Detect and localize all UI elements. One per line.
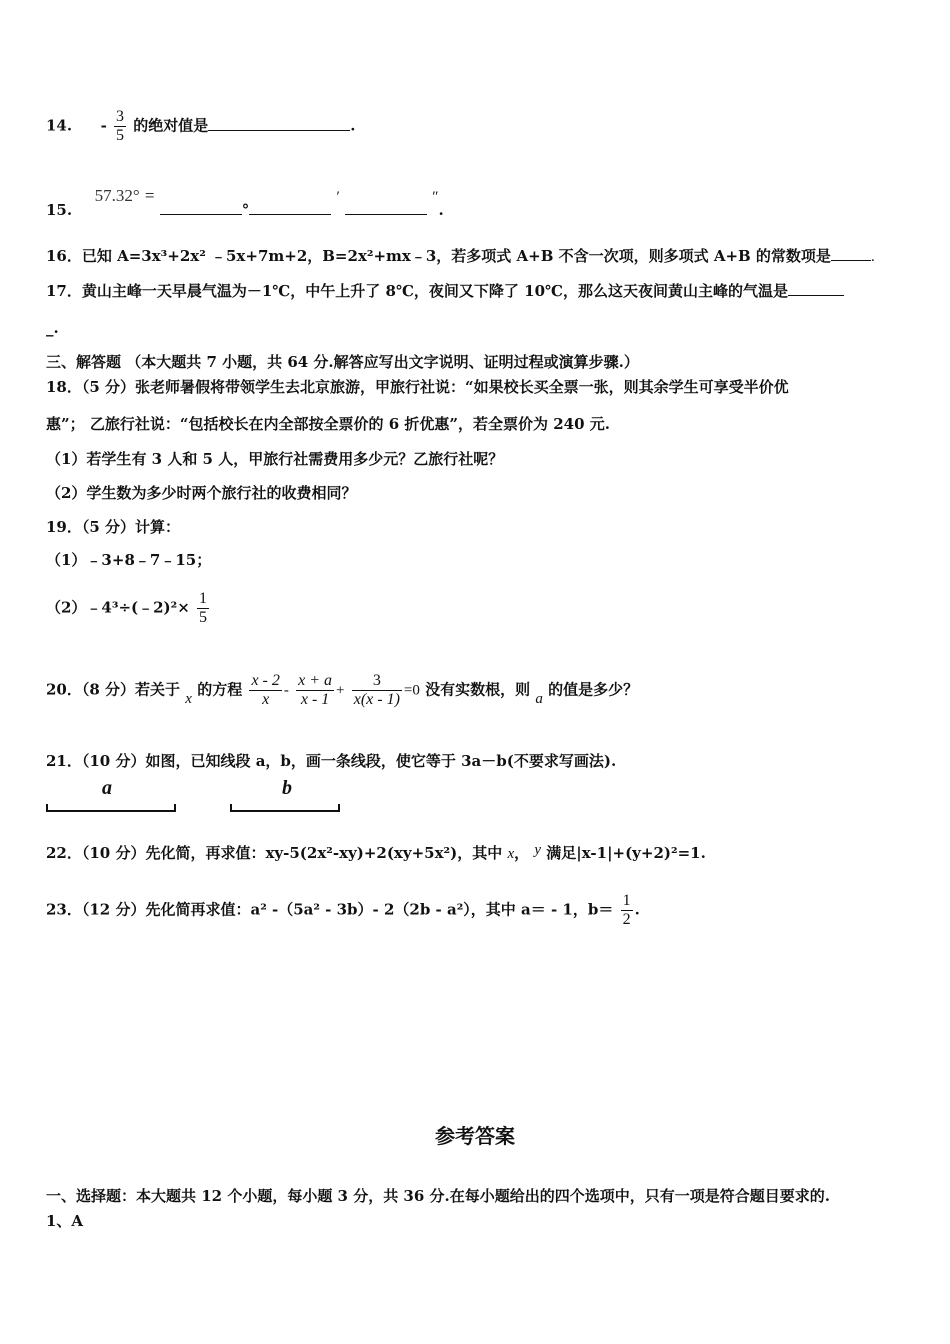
degree-blank[interactable] bbox=[160, 200, 242, 215]
question-19-head: 19．（5 分）计算： bbox=[46, 518, 181, 536]
second-blank[interactable] bbox=[345, 200, 427, 215]
question-18-sub1: （1）若学生有 3 人和 5 人，甲旅行社需费用多少元？乙旅行社呢？ bbox=[46, 450, 504, 468]
fraction: $\frac{1}{2}$ bbox=[622, 892, 631, 928]
question-14: 14. - $\frac{3}{5}$ 的绝对值是 . bbox=[46, 108, 356, 144]
question-15: 15. 57.32° = ° ′ ″. bbox=[46, 186, 444, 219]
fraction: $\frac{1}{5}$ bbox=[199, 590, 208, 626]
fraction: $\frac{x + a}{x - 1}$ bbox=[298, 672, 333, 708]
question-22: 22．（10 分）先化简，再求值：xy-5(2x²-xy)+2(xy+5x²)，其中 x， y 满足|x-1|+(y+2)²=1. bbox=[46, 842, 706, 862]
answer-blank[interactable] bbox=[208, 116, 350, 131]
segment-b bbox=[230, 800, 340, 812]
answer-1: 1、A bbox=[46, 1212, 84, 1230]
question-18-line1: 18．（5 分）张老师暑假将带领学生去北京旅游，甲旅行社说：“如果校长买全票一张，则其余学生可享受半价优 bbox=[46, 378, 789, 396]
minute-blank[interactable] bbox=[249, 200, 331, 215]
question-18-sub2: （2）学生数为多少时两个旅行社的收费相同？ bbox=[46, 484, 357, 502]
question-20: 20．（8 分）若关于 x 的方程 $\frac{x - 2}{x}$ - $\frac{x + a}{x - 1}$ + $\frac{3}{x(x - 1)}$ =0 没有实数根，则 a 的值是多少？ bbox=[46, 672, 639, 708]
segment-b-label: b bbox=[282, 777, 292, 799]
segment-a-label: a bbox=[102, 777, 112, 799]
segment-a bbox=[46, 800, 176, 812]
fraction: $\frac{x - 2}{x}$ bbox=[251, 672, 280, 708]
fraction: $\frac{3}{5}$ bbox=[116, 108, 125, 144]
answer-blank[interactable] bbox=[831, 246, 871, 261]
question-16: 16．已知 A=3x³+2x² ﹣5x+7m+2，B=2x²+mx﹣3，若多项式 A+B 不含一次项，则多项式 A+B 的常数项是 . bbox=[46, 247, 875, 265]
question-17-end: _. bbox=[46, 319, 59, 337]
answers-title: 参考答案 bbox=[435, 1124, 515, 1148]
fraction: $\frac{3}{x(x - 1)}$ bbox=[353, 672, 400, 708]
question-18-line2: 惠”； 乙旅行社说：“包括校长在内全部按全票价的 6 折优惠”，若全票价为 240 元. bbox=[46, 415, 610, 433]
question-19-sub2: （2）﹣4³÷(﹣2)²× $\frac{1}{5}$ bbox=[46, 590, 208, 626]
section-3-heading: 三、解答题 （本大题共 7 小题，共 64 分.解答应写出文字说明、证明过程或演算步骤.） bbox=[46, 353, 639, 371]
section-1-heading: 一、选择题：本大题共 12 个小题，每小题 3 分，共 36 分.在每小题给出的四个选项中，只有一项是符合题目要求的. bbox=[46, 1187, 830, 1205]
answer-blank[interactable] bbox=[788, 281, 844, 296]
question-17: 17．黄山主峰一天早晨气温为－1℃，中午上升了 8℃，夜间又下降了 10℃，那么这天夜间黄山主峰的气温是 bbox=[46, 281, 844, 301]
question-23: 23．（12 分）先化简再求值：a² -（5a² - 3b）- 2（2b - a²），其中 a＝ - 1，b＝ $\frac{1}{2}$ . bbox=[46, 892, 640, 928]
question-21: 21．（10 分）如图，已知线段 a，b，画一条线段，使它等于 3a－b(不要求写画法). bbox=[46, 752, 617, 770]
question-19-sub1: （1）﹣3+8﹣7﹣15； bbox=[46, 551, 212, 569]
